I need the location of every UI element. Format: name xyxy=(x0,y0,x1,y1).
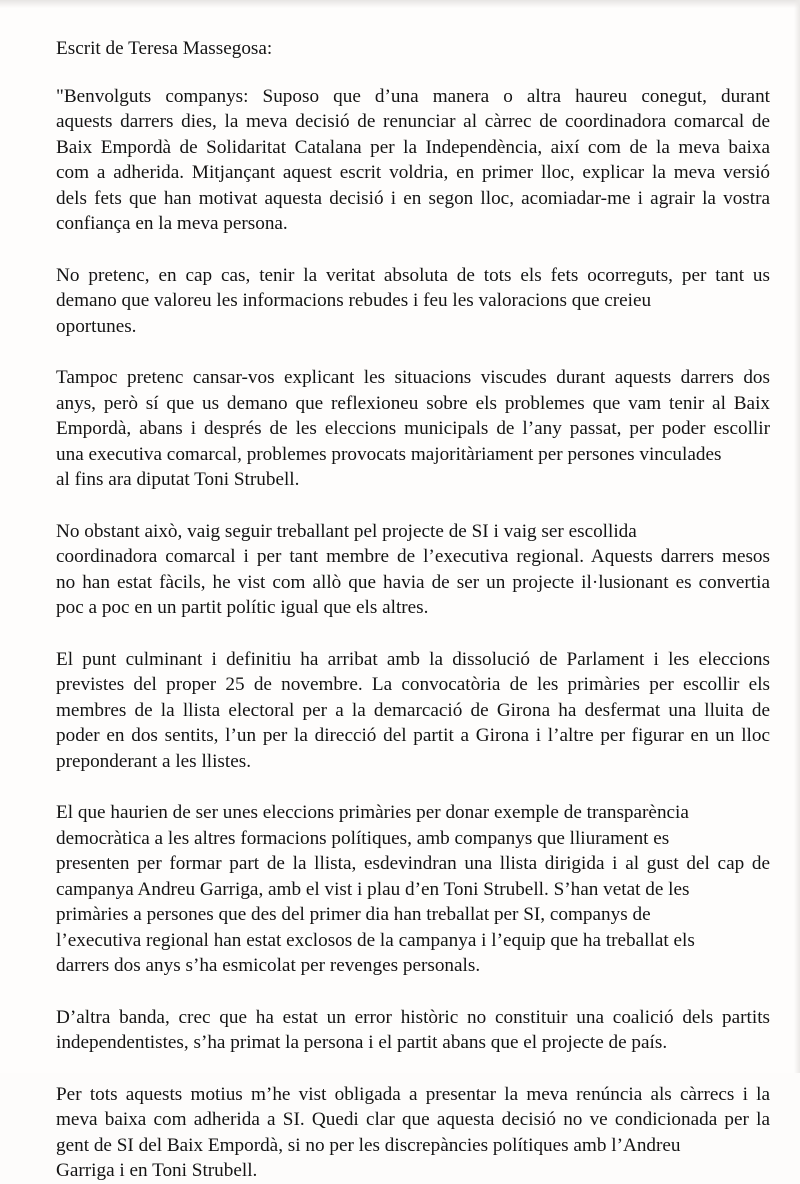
paragraph-line: poc a poc en un partit polític igual que els altres. xyxy=(56,597,429,618)
paragraph-line: independentistes, s’ha primat la persona i el partit abans que el projecte de país. xyxy=(56,1032,668,1053)
paragraph-line: dels fets que han motivat aquesta decisió i en segon lloc, acomiadar-me i agrair la vostra xyxy=(56,187,770,209)
paragraph-line: campanya Andreu Garriga, amb el vist i plau d’en Toni Strubell. S’han vetat de les xyxy=(56,878,690,900)
paragraph-1 xyxy=(56,84,770,237)
paragraph-line: anys, però sí que us demano que reflexioneu sobre els problemes que vam tenir al Baix xyxy=(56,392,770,414)
paragraph-line: com a adherida. Mitjançant aquest escrit voldria, en primer lloc, explicar la meva versió xyxy=(56,162,770,183)
paragraph-line: confiança en la meva persona. xyxy=(56,213,288,234)
scan-top-edge xyxy=(0,0,800,8)
paragraph-line: meva baixa com adherida a SI. Quedi clar que aquesta decisió no ve condicionada per la xyxy=(56,1109,770,1130)
paragraph-line: presenten per formar part de la llista, esdevindran una llista dirigida i al gust del cap de xyxy=(56,853,770,874)
paragraph-line: preponderant a les llistes. xyxy=(56,750,252,772)
paragraph-4 xyxy=(56,519,770,621)
paragraph-line: gent de SI del Baix Empordà, si no per les discrepàncies polítiques amb l’Andreu xyxy=(56,1134,681,1156)
paragraph-line: aquests darrers dies, la meva decisió de renunciar al càrrec de coordinadora comarcal de xyxy=(56,111,770,132)
paragraph-line: Garriga i en Toni Strubell. xyxy=(56,1160,258,1181)
paragraph-line: demano que valoreu les informacions rebudes i feu les valoracions que creieu xyxy=(56,290,652,311)
paragraph-line: No obstant això, vaig seguir treballant pel projecte de SI i vaig ser escollida xyxy=(56,520,637,542)
paragraph-line: primàries a persones que des del primer dia han treballat per SI, companys de xyxy=(56,904,651,925)
paragraph-line: no han estat fàcils, he vist com allò que havia de ser un projecte il·lusionant es convertia xyxy=(56,571,770,593)
paragraph-line: oportunes. xyxy=(56,315,137,337)
scan-right-edge xyxy=(794,0,800,1073)
paragraph-line: Empordà, abans i després de les eleccions municipals de l’any passat, per poder escollir xyxy=(56,418,770,439)
paragraph-line: D’altra banda, crec que ha estat un error històric no constituir una coalició dels partits xyxy=(56,1006,770,1028)
paragraph-line: democràtica a les altres formacions polítiques, amb companys que lliurament es xyxy=(56,827,670,849)
paragraph-line: Tampoc pretenc cansar-vos explicant les situacions viscudes durant aquests darrers dos xyxy=(56,367,770,388)
paragraph-2 xyxy=(56,263,770,340)
letter-heading: Escrit de Teresa Massegosa: xyxy=(56,38,273,59)
paragraph-line: "Benvolguts companys: Suposo que d’una manera o altra haureu conegut, durant xyxy=(56,85,770,107)
paragraph-line: El que haurien de ser unes eleccions primàries per donar exemple de transparència xyxy=(56,802,689,823)
paragraph-7 xyxy=(56,1005,770,1056)
paragraph-line: El punt culminant i definitiu ha arribat amb la dissolució de Parlament i les eleccions xyxy=(56,648,770,670)
paragraph-line: Baix Empordà de Solidaritat Catalana per la Independència, així com de la meva baixa xyxy=(56,136,770,158)
paragraph-line: una executiva comarcal, problemes provocats majoritàriament per persones vinculades xyxy=(56,443,722,465)
paragraph-5 xyxy=(56,647,770,775)
paragraph-line: No pretenc, en cap cas, tenir la veritat absoluta de tots els fets ocorreguts, per tant us xyxy=(56,264,770,286)
paragraph-3 xyxy=(56,365,770,493)
paragraph-line: membres de la llista electoral per a la demarcació de Girona ha desfermat una lluita de xyxy=(56,699,770,721)
paragraph-line: previstes del proper 25 de novembre. La convocatòria de les primàries per escollir els xyxy=(56,674,770,695)
paragraph-line: coordinadora comarcal i per tant membre de l’executiva regional. Aquests darrers mesos xyxy=(56,546,770,567)
paragraph-8 xyxy=(56,1082,770,1184)
paragraph-line: al fins ara diputat Toni Strubell. xyxy=(56,469,300,490)
paragraph-6 xyxy=(56,800,770,979)
paragraph-line: l’executiva regional han estat exclosos de la campanya i l’equip que ha treballat els xyxy=(56,929,695,951)
paragraph-line: darrers dos anys s’ha esmicolat per revenges personals. xyxy=(56,955,481,976)
paragraph-line: poder en dos sentits, l’un per la direcció del partit a Girona i l’altre per figurar en un lloc xyxy=(56,725,770,746)
paragraph-line: Per tots aquests motius m’he vist obligada a presentar la meva renúncia als càrrecs i la xyxy=(56,1083,770,1105)
